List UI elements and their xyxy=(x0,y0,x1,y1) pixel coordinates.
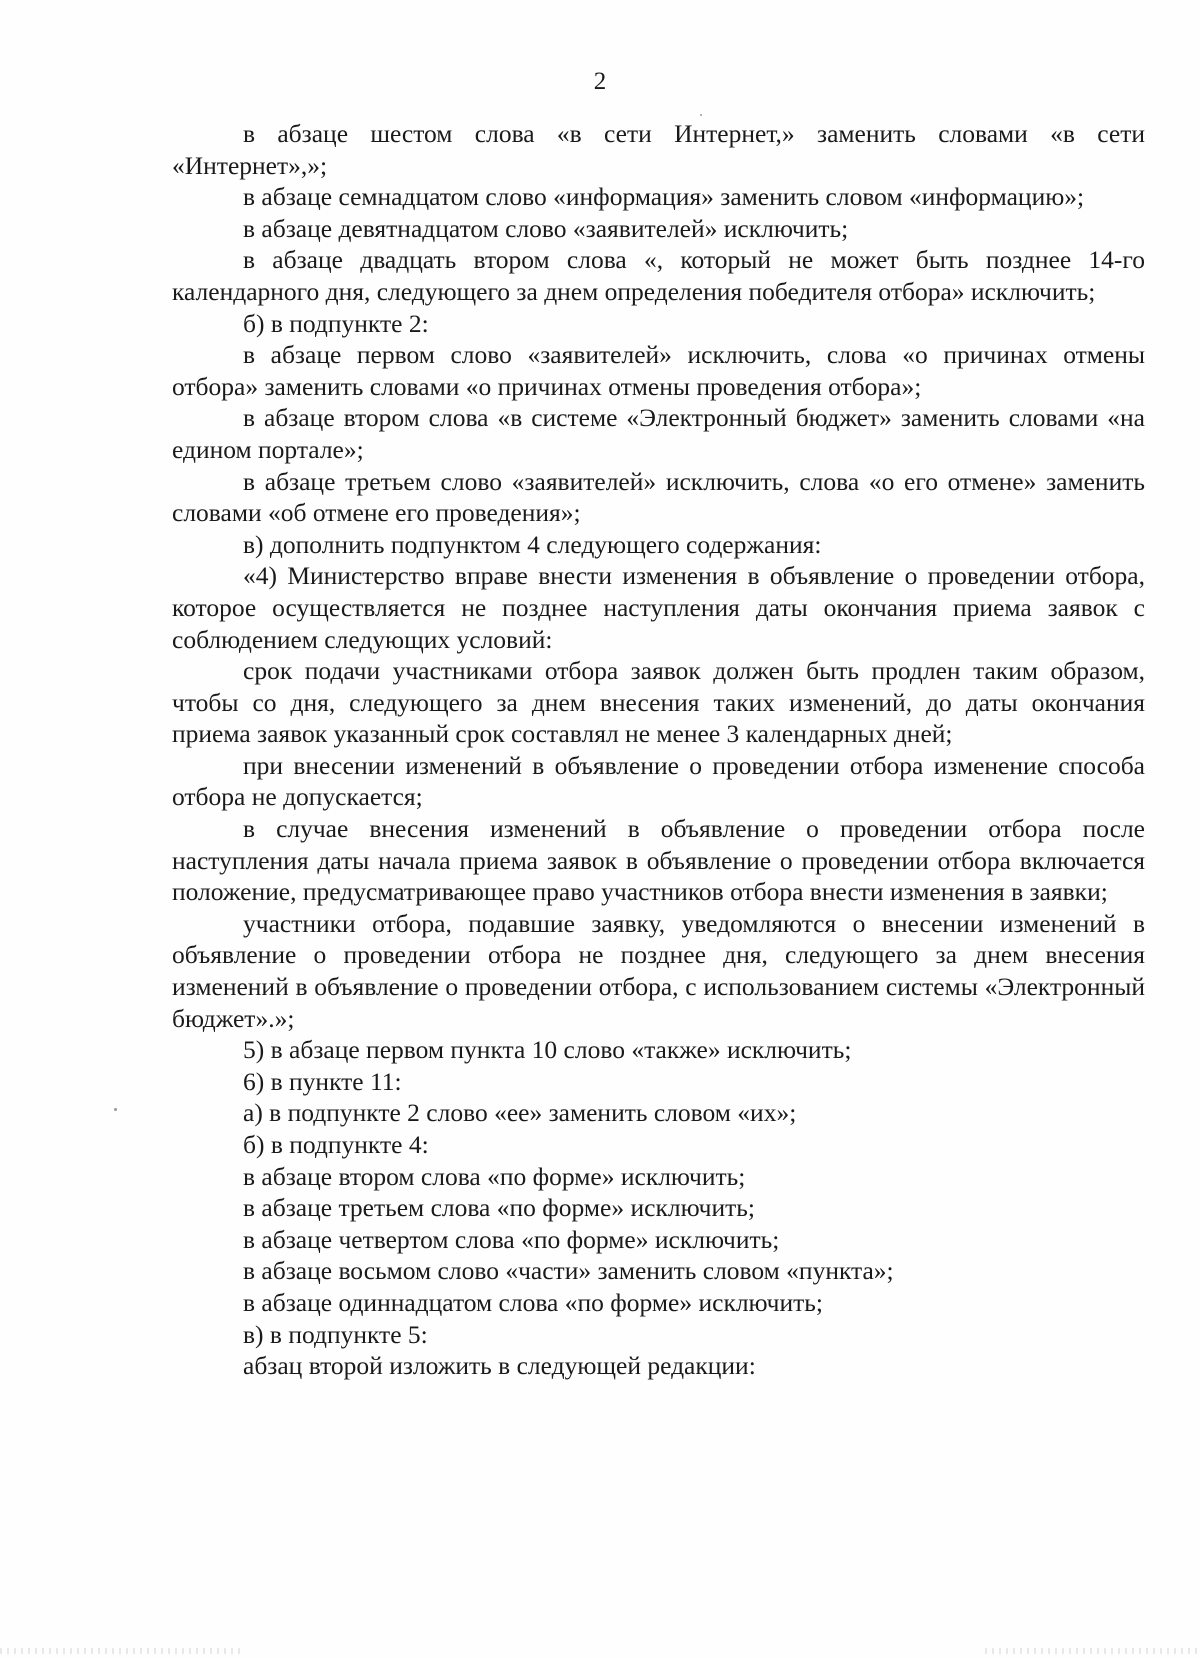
paragraph: а) в подпункте 2 слово «ее» заменить словом «их»; xyxy=(243,1098,797,1128)
paragraph: в случае внесения изменений в объявление о проведении отбора после наступления даты начала приема заявок в объявление о проведении отбора включается положение, предусматривающее право участников отбора внести изменения в заявки; xyxy=(172,814,1145,907)
paragraph: в) дополнить подпунктом 4 следующего содержания: xyxy=(243,529,822,559)
paragraph: в абзаце втором слова «в системе «Электронный бюджет» заменить словами «на едином портале»; xyxy=(172,403,1145,464)
paragraph: в абзаце восьмом слово «части» заменить словом «пункта»; xyxy=(243,1256,894,1286)
paragraph: в абзаце шестом слова «в сети Интернет,» заменить словами «в сети «Интернет»,»; xyxy=(172,119,1145,180)
paragraph: 6) в пункте 11: xyxy=(243,1066,402,1096)
paragraph: в абзаце одиннадцатом слова «по форме» исключить; xyxy=(243,1287,823,1317)
paragraph: абзац второй изложить в следующей редакции: xyxy=(243,1351,756,1381)
paragraph: б) в подпункте 4: xyxy=(243,1130,429,1159)
paragraph: в) в подпункте 5: xyxy=(243,1319,428,1349)
paragraph: участники отбора, подавшие заявку, уведомляются о внесении изменений в объявление о проведении отбора не позднее дня, следующего за днем внесения изменений в объявление о проведении отбора, с использованием системы «Электронный бюджет».»; xyxy=(172,908,1145,1033)
paragraph: срок подачи участниками отбора заявок должен быть продлен таким образом, чтобы со дня, следующего за днем внесения таких изменений, до даты окончания приема заявок указанный срок составлял не менее 3 календарных дней; xyxy=(172,656,1145,749)
scan-noise xyxy=(0,1648,240,1654)
paragraph: «4) Министерство вправе внести изменения в объявление о проведении отбора, которое осуществляется не позднее наступления даты окончания приема заявок с соблюдением следующих условий: xyxy=(172,561,1145,654)
paragraph: б) в подпункте 2: xyxy=(243,308,429,338)
paragraph: в абзаце девятнадцатом слово «заявителей» исключить; xyxy=(243,213,849,243)
scan-speck xyxy=(700,114,702,116)
paragraph: в абзаце двадцать втором слова «, который не может быть позднее 14-го календарного дня, следующего за днем определения победителя отбора» исключить; xyxy=(172,245,1145,306)
paragraph: в абзаце третьем слово «заявителей» исключить, слова «о его отмене» заменить словами «об отмене его проведения»; xyxy=(172,466,1145,528)
scan-speck xyxy=(114,1108,117,1111)
paragraph: в абзаце третьем слова «по форме» исключить; xyxy=(243,1193,755,1223)
scan-noise xyxy=(985,1648,1200,1654)
paragraph: при внесении изменений в объявление о проведении отбора изменение способа отбора не допускается; xyxy=(172,750,1145,812)
page-number: 2 xyxy=(593,68,607,95)
paragraph: в абзаце первом слово «заявителей» исключить, слова «о причинах отмены отбора» заменить словами «о причинах отмены проведения отбора»; xyxy=(172,340,1145,401)
paragraph: 5) в абзаце первом пункта 10 слово «также» исключить; xyxy=(243,1035,852,1065)
paragraph: в абзаце семнадцатом слово «информация» заменить словом «информацию»; xyxy=(243,182,1085,212)
paragraph: в абзаце втором слова «по форме» исключить; xyxy=(243,1161,746,1191)
paragraph: в абзаце четвертом слова «по форме» исключить; xyxy=(243,1224,780,1254)
document-body xyxy=(172,118,1145,1382)
